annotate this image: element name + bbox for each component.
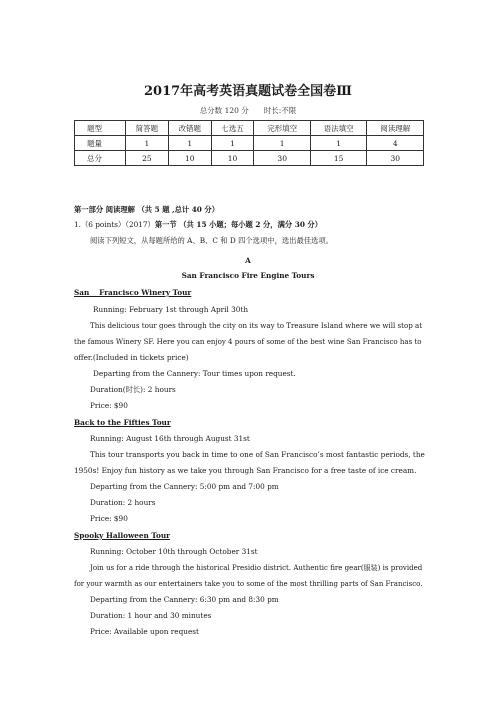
tour-description: Join us for a ride through the historical Presidio district. Authentic fire gear(服装) is provided	[90, 563, 423, 572]
table-cell: 10	[168, 151, 211, 166]
table-cell: 4	[367, 136, 424, 151]
instruction-text: 阅读下列短文，从每题所给的 A、B、C 和 D 四个选项中，选出最佳选项。	[90, 236, 333, 245]
question-number: 1.（6 points）（2017）	[74, 220, 155, 229]
tour-departing: Departing from the Cannery: 5:00 pm and 7:00 pm	[90, 482, 279, 491]
table-cell: 1	[310, 136, 366, 151]
tour-duration: Duration: 1 hour and 30 minutes	[90, 611, 212, 620]
tour-description: 1950s! Enjoy fun history as we take you through San Francisco for a free taste of ice cream.	[74, 466, 417, 475]
tour-name: San Francisco Winery Tour	[74, 288, 192, 297]
tour-description: This delicious tour goes through the city on its way to Treasure Island where we will stop at	[90, 321, 423, 330]
table-cell: 改错题	[168, 121, 211, 136]
table-cell: 阅读理解	[367, 121, 424, 136]
table-cell: 简答题	[126, 121, 169, 136]
table-cell: 1	[254, 136, 310, 151]
tour-duration: Duration(时长): 2 hours	[90, 385, 176, 394]
table-row	[75, 136, 424, 151]
page-title: 2017年高考英语真题试卷全国卷Ⅲ	[143, 84, 352, 99]
tour-description: the famous Winery SF. Here you can enjoy 4 pours of some of the best wine San Francisco has to	[74, 337, 422, 346]
question-header	[74, 220, 322, 230]
table-cell: 题型	[75, 121, 126, 136]
tour-running: Running: August 16th through August 31st	[90, 434, 250, 443]
tour-description: This tour transports you back in time to one of San Francisco’s most fantastic periods, the	[90, 450, 425, 459]
table-cell: 1	[126, 136, 169, 151]
tour-duration: Duration: 2 hours	[90, 498, 156, 507]
passage-letter: A	[245, 256, 251, 265]
tour-description: for your warmth as our entertainers take you to some of the most thrilling parts of San Francisco.	[74, 580, 423, 588]
table-cell: 题量	[75, 136, 126, 151]
table-cell: 总分	[75, 151, 126, 166]
table-cell: 1	[211, 136, 254, 151]
exam-meta: 总分数 120 分 时长:不限	[199, 106, 297, 115]
section-heading: 第一节 （共 15 小题；每小题 2 分，满分 30 分）	[154, 220, 323, 229]
tour-departing: Departing from the Cannery: 6:30 pm and 8:30 pm	[90, 595, 279, 604]
passage-title: San Francisco Fire Engine Tours	[181, 271, 315, 280]
table-cell: 30	[367, 151, 424, 166]
table-cell: 完形填空	[254, 121, 310, 136]
tour-running: Running: October 10th through October 31st	[90, 547, 258, 556]
table-cell: 语法填空	[310, 121, 366, 136]
tour-price: Price: $90	[90, 514, 128, 523]
tour-name: Back to the Fifties Tour	[74, 418, 171, 427]
table-cell: 25	[126, 151, 169, 166]
tour-description: offer.(Included in tickets price)	[74, 353, 189, 362]
table-cell: 七选五	[211, 121, 254, 136]
tour-departing: Departing from the Cannery: Tour times upon request.	[93, 369, 296, 378]
table-cell: 30	[254, 151, 310, 166]
part-heading: 第一部分 阅读理解 （共 5 题 ,总计 40 分）	[74, 205, 220, 214]
table-cell: 10	[211, 151, 254, 166]
table-cell: 15	[310, 151, 366, 166]
table-row	[75, 151, 424, 166]
table-cell: 1	[168, 136, 211, 151]
score-table	[74, 120, 424, 166]
tour-price: Price: $90	[90, 401, 128, 410]
tour-price: Price: Available upon request	[90, 627, 199, 636]
tour-name: Spooky Halloween Tour	[74, 531, 170, 540]
table-row	[75, 121, 424, 136]
tour-running: Running: February 1st through April 30th	[93, 305, 249, 314]
